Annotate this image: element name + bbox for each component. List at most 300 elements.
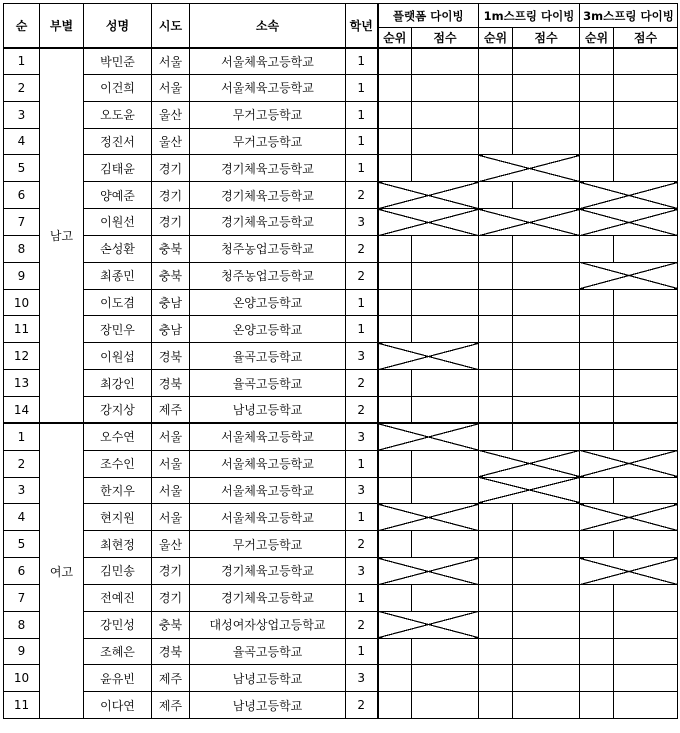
cell-name: 윤유빈 [84, 665, 152, 692]
cell-grade: 1 [346, 155, 378, 182]
header-rank: 순위 [378, 28, 412, 48]
cell-region: 경기 [152, 558, 190, 585]
cell-score-platform [412, 692, 479, 719]
cell-name: 이원섭 [84, 343, 152, 370]
cell-rank-platform [378, 262, 412, 289]
cell-division: 남고 [40, 48, 84, 424]
cell-school: 무거고등학교 [190, 128, 346, 155]
cell-score-platform [412, 665, 479, 692]
cell-name: 최종민 [84, 262, 152, 289]
cell-school: 무거고등학교 [190, 101, 346, 128]
cell-school: 율곡고등학교 [190, 343, 346, 370]
cell-school: 온양고등학교 [190, 316, 346, 343]
cell-score-1m [513, 370, 580, 397]
cell-score-platform [412, 531, 479, 558]
cell-region: 울산 [152, 531, 190, 558]
cell-score-3m [614, 370, 678, 397]
cell-score-1m [513, 611, 580, 638]
cell-rank-platform [378, 48, 412, 75]
cell-no: 9 [4, 262, 40, 289]
cell-score-1m [513, 128, 580, 155]
cell-score-3m [614, 289, 678, 316]
cell-not-entered-1m [479, 209, 580, 236]
cell-score-platform [412, 155, 479, 182]
cell-rank-1m [479, 638, 513, 665]
cell-grade: 1 [346, 128, 378, 155]
cell-region: 충남 [152, 289, 190, 316]
cell-region: 경기 [152, 209, 190, 236]
cell-no: 4 [4, 128, 40, 155]
header-score: 점수 [412, 28, 479, 48]
cell-score-1m [513, 48, 580, 75]
cell-school: 남녕고등학교 [190, 665, 346, 692]
cell-school: 경기체육고등학교 [190, 155, 346, 182]
cell-rank-3m [580, 155, 614, 182]
cell-score-1m [513, 665, 580, 692]
cell-not-entered-1m [479, 450, 580, 477]
cell-score-3m [614, 48, 678, 75]
cell-region: 울산 [152, 128, 190, 155]
cell-score-1m [513, 343, 580, 370]
cell-no: 6 [4, 558, 40, 585]
cell-score-3m [614, 128, 678, 155]
cell-rank-1m [479, 370, 513, 397]
cell-name: 이도겸 [84, 289, 152, 316]
cell-not-entered-platform [378, 611, 479, 638]
entry-table [3, 3, 678, 719]
cell-no: 7 [4, 209, 40, 236]
cell-grade: 2 [346, 235, 378, 262]
cell-score-platform [412, 128, 479, 155]
cell-rank-platform [378, 316, 412, 343]
cell-rank-3m [580, 370, 614, 397]
cell-grade: 1 [346, 584, 378, 611]
cell-rank-1m [479, 665, 513, 692]
cell-region: 충북 [152, 611, 190, 638]
cell-grade: 1 [346, 289, 378, 316]
cell-rank-1m [479, 692, 513, 719]
cell-grade: 1 [346, 48, 378, 75]
table-row [4, 638, 678, 665]
cell-rank-platform [378, 370, 412, 397]
cell-not-entered-platform [378, 343, 479, 370]
cell-score-platform [412, 48, 479, 75]
cell-name: 김태윤 [84, 155, 152, 182]
cell-region: 충남 [152, 316, 190, 343]
cell-school: 대성여자상업고등학교 [190, 611, 346, 638]
cell-no: 9 [4, 638, 40, 665]
cell-score-1m [513, 504, 580, 531]
cell-score-1m [513, 289, 580, 316]
cell-rank-3m [580, 611, 614, 638]
cell-score-platform [412, 289, 479, 316]
cell-score-platform [412, 396, 479, 423]
cell-no: 10 [4, 665, 40, 692]
cell-no: 1 [4, 48, 40, 75]
cell-region: 서울 [152, 477, 190, 504]
header-grade: 학년 [346, 4, 378, 48]
cell-region: 서울 [152, 504, 190, 531]
table-row [4, 692, 678, 719]
table-body [4, 48, 678, 719]
cell-name: 이다연 [84, 692, 152, 719]
table-row [4, 235, 678, 262]
cell-score-3m [614, 235, 678, 262]
cell-rank-platform [378, 396, 412, 423]
cell-rank-1m [479, 396, 513, 423]
cell-rank-platform [378, 477, 412, 504]
cell-region: 경북 [152, 343, 190, 370]
cell-region: 경기 [152, 155, 190, 182]
cell-score-3m [614, 692, 678, 719]
cell-rank-3m [580, 48, 614, 75]
cell-score-3m [614, 531, 678, 558]
cell-grade: 3 [346, 423, 378, 450]
cell-score-3m [614, 396, 678, 423]
cell-school: 서울체육고등학교 [190, 48, 346, 75]
cell-rank-1m [479, 504, 513, 531]
header-region: 시도 [152, 4, 190, 48]
cell-score-platform [412, 262, 479, 289]
cell-region: 울산 [152, 101, 190, 128]
cell-region: 서울 [152, 450, 190, 477]
cell-not-entered-3m [580, 262, 678, 289]
cell-no: 8 [4, 611, 40, 638]
cell-rank-3m [580, 289, 614, 316]
cell-score-1m [513, 262, 580, 289]
cell-score-platform [412, 370, 479, 397]
cell-name: 정진서 [84, 128, 152, 155]
cell-region: 경기 [152, 584, 190, 611]
cell-grade: 1 [346, 316, 378, 343]
cell-school: 무거고등학교 [190, 531, 346, 558]
table-row [4, 558, 678, 585]
cell-grade: 2 [346, 396, 378, 423]
cell-score-platform [412, 101, 479, 128]
cell-region: 충북 [152, 262, 190, 289]
table-row [4, 128, 678, 155]
cell-score-platform [412, 450, 479, 477]
cell-score-platform [412, 235, 479, 262]
header-event-platform: 플랫폼 다이빙 [378, 4, 479, 28]
cell-grade: 3 [346, 665, 378, 692]
cell-region: 제주 [152, 665, 190, 692]
cell-score-platform [412, 316, 479, 343]
cell-school: 율곡고등학교 [190, 370, 346, 397]
cell-not-entered-platform [378, 558, 479, 585]
cell-not-entered-3m [580, 504, 678, 531]
cell-school: 남녕고등학교 [190, 692, 346, 719]
cell-not-entered-1m [479, 477, 580, 504]
cell-name: 강민성 [84, 611, 152, 638]
cell-rank-3m [580, 584, 614, 611]
cell-no: 6 [4, 182, 40, 209]
cell-rank-platform [378, 692, 412, 719]
cell-grade: 2 [346, 370, 378, 397]
cell-no: 12 [4, 343, 40, 370]
table-row [4, 450, 678, 477]
cell-region: 충북 [152, 235, 190, 262]
cell-score-3m [614, 316, 678, 343]
cell-score-platform [412, 584, 479, 611]
cell-school: 서울체육고등학교 [190, 74, 346, 101]
cell-score-1m [513, 182, 580, 209]
cell-school: 서울체육고등학교 [190, 504, 346, 531]
table-row [4, 665, 678, 692]
cell-score-1m [513, 531, 580, 558]
cell-name: 현지원 [84, 504, 152, 531]
cell-rank-3m [580, 235, 614, 262]
cell-division: 여고 [40, 423, 84, 718]
cell-school: 온양고등학교 [190, 289, 346, 316]
cell-grade: 1 [346, 504, 378, 531]
cell-rank-platform [378, 450, 412, 477]
cell-rank-1m [479, 531, 513, 558]
cell-rank-1m [479, 343, 513, 370]
table-row [4, 423, 678, 450]
table-row [4, 101, 678, 128]
cell-score-1m [513, 692, 580, 719]
cell-score-3m [614, 74, 678, 101]
cell-rank-3m [580, 396, 614, 423]
cell-name: 이원선 [84, 209, 152, 236]
table-row [4, 316, 678, 343]
cell-name: 최현정 [84, 531, 152, 558]
cell-rank-1m [479, 316, 513, 343]
cell-rank-1m [479, 558, 513, 585]
cell-name: 김민송 [84, 558, 152, 585]
cell-score-1m [513, 74, 580, 101]
cell-no: 5 [4, 155, 40, 182]
cell-rank-3m [580, 531, 614, 558]
cell-not-entered-1m [479, 155, 580, 182]
cell-grade: 3 [346, 209, 378, 236]
cell-rank-3m [580, 316, 614, 343]
cell-score-3m [614, 101, 678, 128]
table-row [4, 584, 678, 611]
cell-not-entered-platform [378, 209, 479, 236]
cell-rank-1m [479, 48, 513, 75]
cell-rank-3m [580, 638, 614, 665]
cell-no: 3 [4, 477, 40, 504]
cell-region: 제주 [152, 692, 190, 719]
cell-rank-1m [479, 182, 513, 209]
cell-grade: 1 [346, 74, 378, 101]
cell-no: 14 [4, 396, 40, 423]
cell-score-3m [614, 155, 678, 182]
cell-score-3m [614, 611, 678, 638]
cell-name: 양예준 [84, 182, 152, 209]
cell-rank-3m [580, 423, 614, 450]
cell-score-3m [614, 477, 678, 504]
cell-school: 서울체육고등학교 [190, 450, 346, 477]
header-name: 성명 [84, 4, 152, 48]
cell-rank-1m [479, 584, 513, 611]
cell-rank-3m [580, 74, 614, 101]
cell-rank-platform [378, 665, 412, 692]
cell-school: 경기체육고등학교 [190, 584, 346, 611]
cell-no: 5 [4, 531, 40, 558]
cell-name: 최강인 [84, 370, 152, 397]
cell-rank-3m [580, 665, 614, 692]
header-score: 점수 [614, 28, 678, 48]
table-row [4, 504, 678, 531]
cell-school: 남녕고등학교 [190, 396, 346, 423]
table-row [4, 531, 678, 558]
table-row [4, 155, 678, 182]
cell-not-entered-platform [378, 423, 479, 450]
cell-score-1m [513, 584, 580, 611]
cell-score-3m [614, 343, 678, 370]
header-score: 점수 [513, 28, 580, 48]
table-row [4, 343, 678, 370]
cell-region: 경북 [152, 638, 190, 665]
cell-no: 13 [4, 370, 40, 397]
cell-region: 서울 [152, 48, 190, 75]
cell-score-3m [614, 638, 678, 665]
cell-name: 박민준 [84, 48, 152, 75]
cell-grade: 2 [346, 531, 378, 558]
cell-grade: 3 [346, 477, 378, 504]
table-row [4, 289, 678, 316]
table-row [4, 48, 678, 75]
cell-no: 2 [4, 450, 40, 477]
cell-score-1m [513, 423, 580, 450]
cell-score-platform [412, 477, 479, 504]
cell-rank-1m [479, 74, 513, 101]
cell-rank-3m [580, 101, 614, 128]
cell-region: 제주 [152, 396, 190, 423]
header-rank: 순위 [580, 28, 614, 48]
cell-score-1m [513, 101, 580, 128]
table-row [4, 74, 678, 101]
header-event-1m-springboard: 1m스프링 다이빙 [479, 4, 580, 28]
cell-name: 조수인 [84, 450, 152, 477]
cell-grade: 2 [346, 182, 378, 209]
cell-grade: 2 [346, 611, 378, 638]
cell-region: 서울 [152, 423, 190, 450]
table-row [4, 611, 678, 638]
cell-name: 이건희 [84, 74, 152, 101]
cell-score-1m [513, 638, 580, 665]
cell-rank-1m [479, 262, 513, 289]
cell-school: 경기체육고등학교 [190, 209, 346, 236]
cell-score-3m [614, 584, 678, 611]
cell-rank-platform [378, 638, 412, 665]
cell-no: 2 [4, 74, 40, 101]
cell-rank-platform [378, 531, 412, 558]
cell-rank-1m [479, 101, 513, 128]
cell-rank-platform [378, 74, 412, 101]
cell-school: 서울체육고등학교 [190, 477, 346, 504]
cell-rank-3m [580, 692, 614, 719]
table-row [4, 370, 678, 397]
cell-no: 11 [4, 692, 40, 719]
cell-grade: 1 [346, 101, 378, 128]
header-rank: 순위 [479, 28, 513, 48]
cell-score-platform [412, 638, 479, 665]
cell-score-3m [614, 423, 678, 450]
cell-name: 강지상 [84, 396, 152, 423]
cell-rank-platform [378, 584, 412, 611]
cell-score-3m [614, 665, 678, 692]
cell-name: 한지우 [84, 477, 152, 504]
cell-no: 7 [4, 584, 40, 611]
cell-score-1m [513, 558, 580, 585]
table-row [4, 182, 678, 209]
cell-school: 율곡고등학교 [190, 638, 346, 665]
cell-grade: 1 [346, 450, 378, 477]
cell-name: 장민우 [84, 316, 152, 343]
header-no: 순 [4, 4, 40, 48]
cell-no: 8 [4, 235, 40, 262]
cell-score-1m [513, 396, 580, 423]
cell-rank-3m [580, 477, 614, 504]
cell-grade: 3 [346, 343, 378, 370]
cell-grade: 2 [346, 692, 378, 719]
cell-rank-platform [378, 235, 412, 262]
cell-grade: 1 [346, 638, 378, 665]
cell-rank-platform [378, 101, 412, 128]
cell-not-entered-platform [378, 182, 479, 209]
cell-not-entered-3m [580, 558, 678, 585]
cell-school: 경기체육고등학교 [190, 182, 346, 209]
table-row [4, 477, 678, 504]
cell-rank-platform [378, 289, 412, 316]
cell-no: 10 [4, 289, 40, 316]
table-row [4, 209, 678, 236]
cell-school: 경기체육고등학교 [190, 558, 346, 585]
cell-name: 오도윤 [84, 101, 152, 128]
cell-no: 11 [4, 316, 40, 343]
cell-rank-1m [479, 611, 513, 638]
cell-name: 전예진 [84, 584, 152, 611]
header-affiliation: 소속 [190, 4, 346, 48]
cell-rank-1m [479, 423, 513, 450]
cell-region: 서울 [152, 74, 190, 101]
cell-region: 경북 [152, 370, 190, 397]
cell-no: 4 [4, 504, 40, 531]
cell-rank-1m [479, 235, 513, 262]
cell-rank-3m [580, 128, 614, 155]
cell-not-entered-platform [378, 504, 479, 531]
cell-name: 조혜은 [84, 638, 152, 665]
cell-score-platform [412, 74, 479, 101]
cell-not-entered-3m [580, 209, 678, 236]
table-row [4, 396, 678, 423]
table-row [4, 262, 678, 289]
cell-name: 오수연 [84, 423, 152, 450]
cell-no: 1 [4, 423, 40, 450]
cell-region: 경기 [152, 182, 190, 209]
cell-grade: 2 [346, 262, 378, 289]
cell-not-entered-3m [580, 450, 678, 477]
cell-rank-1m [479, 128, 513, 155]
cell-score-1m [513, 235, 580, 262]
cell-rank-platform [378, 155, 412, 182]
cell-school: 서울체육고등학교 [190, 423, 346, 450]
cell-no: 3 [4, 101, 40, 128]
cell-not-entered-3m [580, 182, 678, 209]
cell-school: 청주농업고등학교 [190, 235, 346, 262]
cell-rank-1m [479, 289, 513, 316]
cell-score-1m [513, 316, 580, 343]
cell-rank-3m [580, 343, 614, 370]
cell-name: 손성환 [84, 235, 152, 262]
table-header [4, 4, 678, 48]
cell-grade: 3 [346, 558, 378, 585]
header-event-3m-springboard: 3m스프링 다이빙 [580, 4, 678, 28]
